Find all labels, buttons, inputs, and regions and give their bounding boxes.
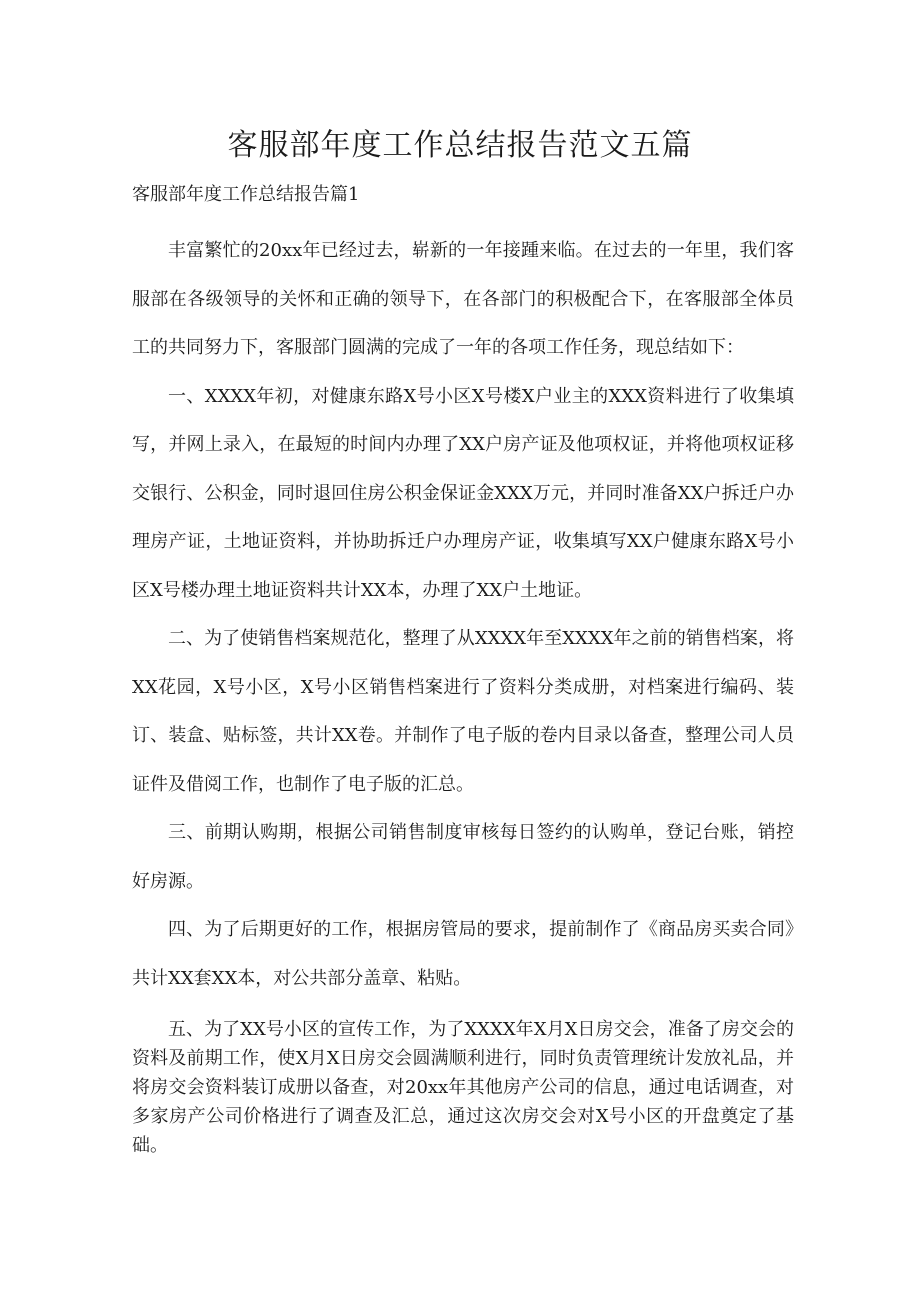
paragraph-item-1: 一、XXXX年初，对健康东路X号小区X号楼X户业主的XXX资料进行了收集填写，并网上录入，在最短的时间内办理了XX户房产证及他项权证，并将他项权证移交银行、公积金，同时退回住房公积金保证金XXX万元，并同时准备XX户拆迁户办理房产证，土地证资料，并协助拆迁户办理房产证，收集填写XX户健康东路X号小区X号楼办理土地证资料共计XX本，办理了XX户土地证。 [132, 385, 794, 601]
paragraph-item-3: 三、前期认购期，根据公司销售制度审核每日签约的认购单，登记台账，销控好房源。 [132, 822, 794, 892]
paragraph-item-2: 二、为了使销售档案规范化，整理了从XXXX年至XXXX年之前的销售档案，将XX花园，X号小区，X号小区销售档案进行了资料分类成册，对档案进行编码、装订、装盒、贴标签，共计XX卷。并制作了电子版的卷内目录以备查，整理公司人员证件及借阅工作，也制作了电子版的汇总。 [132, 628, 794, 795]
document-body [132, 227, 794, 1160]
paragraph-intro: 丰富繁忙的20xx年已经过去，崭新的一年接踵来临。在过去的一年里，我们客服部在各级领导的关怀和正确的领导下，在各部门的积极配合下，在客服部全体员工的共同努力下，客服部门圆满的完成了一年的各项工作任务，现总结如下： [132, 240, 794, 358]
section-heading: 客服部年度工作总结报告篇1 [132, 184, 360, 205]
document-title: 客服部年度工作总结报告范文五篇 [227, 128, 693, 163]
paragraph-item-5: 五、为了XX号小区的宣传工作，为了XXXX年X月X日房交会，准备了房交会的资料及前期工作，使X月X日房交会圆满顺利进行，同时负责管理统计发放礼品，并将房交会资料装订成册以备查，对20xx年其他房产公司的信息，通过电话调查，对多家房产公司价格进行了调查及汇总，通过这次房交会对X号小区的开盘奠定了基础。 [132, 1019, 794, 1156]
paragraph-item-4: 四、为了后期更好的工作，根据房管局的要求，提前制作了《商品房买卖合同》共计XX套XX本，对公共部分盖章、粘贴。 [132, 919, 794, 989]
